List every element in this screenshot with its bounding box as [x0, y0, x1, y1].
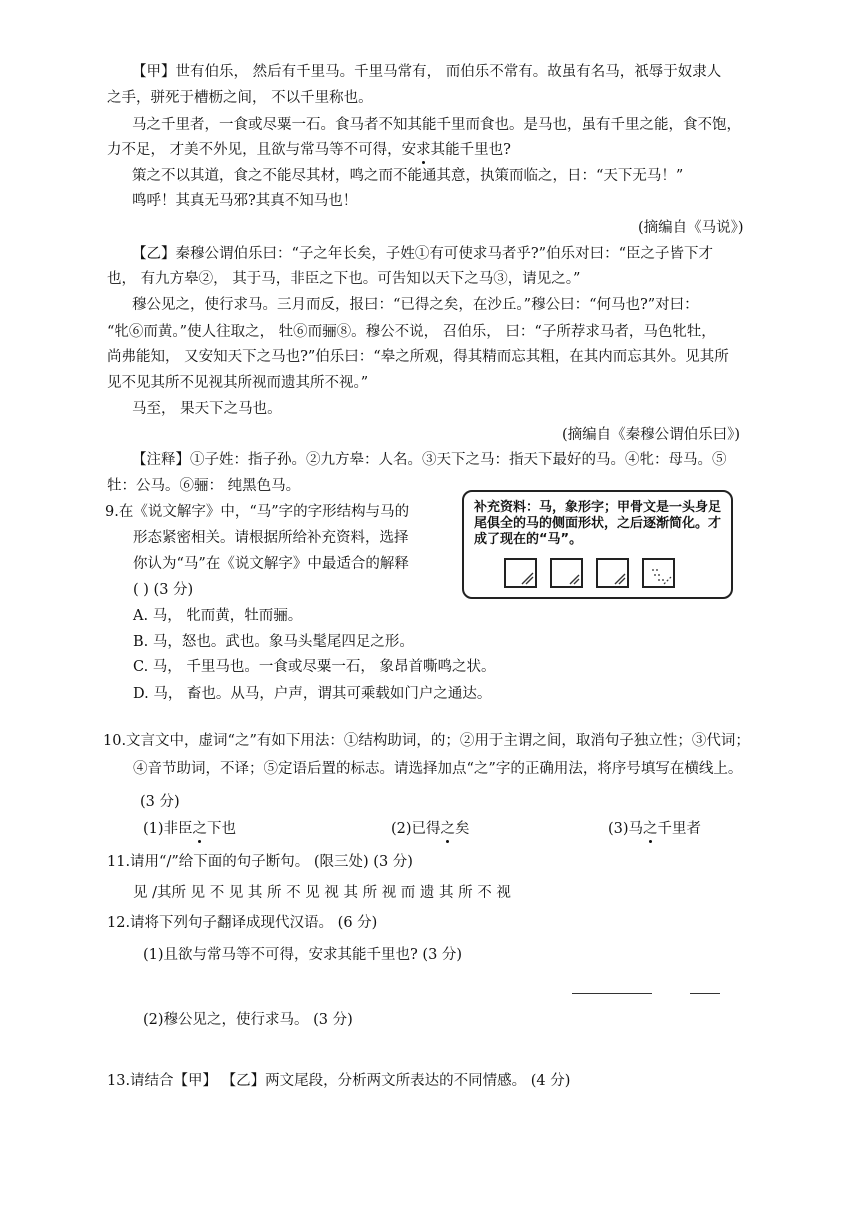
- q13-line: 13.请结合【甲】 【乙】两文尾段，分析两文所表达的不同情感。 (4 分): [107, 1073, 571, 1089]
- glyph-frame: [596, 558, 629, 588]
- q9-option-d[interactable]: D. 马， 畜也。从马，户声，谓其可乘载如门户之通达。: [133, 686, 492, 702]
- q10-line: 10.文言文中，虚词“之”有如下用法：①结构助词，的；②用于主谓之间，取消句子独立性；③代词；: [103, 733, 750, 749]
- passage-b-line: 尚弗能知， 又安知天下之马也?”伯乐曰：“皋之所观，得其精而忘其粗，在其内而忘其外。见其所: [107, 349, 729, 365]
- answer-blank-line[interactable]: [572, 993, 652, 994]
- emphasis-dot-char: 求: [416, 142, 431, 158]
- passage-a-text: 力不足， 才美不外见，且欲与常马等不可得，安: [107, 142, 417, 158]
- glyph-frame: [504, 558, 537, 588]
- q9-line: 形态紧密相关。请根据所给补充资料，选择: [133, 530, 409, 546]
- source-citation: (摘编自《秦穆公谓伯乐曰》): [562, 427, 741, 443]
- emphasis-dot-char: 之: [643, 821, 658, 837]
- notes-line: 【注释】①子姓：指子孙。②九方皋：人名。③天下之马：指天下最好的马。④牝：母马。⑤: [132, 452, 727, 468]
- q12-line: 12.请将下列句子翻译成现代汉语。 (6 分): [107, 915, 378, 931]
- q11-line: 11.请用“/”给下面的句子断句。 (限三处) (3 分): [107, 854, 413, 870]
- q9-option-a[interactable]: A. 马， 牝而黄，牡而骊。: [133, 608, 303, 624]
- passage-b-line: 穆公见之，使行求马。三月而反，报曰：“已得之矣，在沙丘。”穆公曰：“何马也?”对曰：: [132, 297, 699, 313]
- notes-line: 牡：公马。⑥骊： 纯黑色马。: [107, 478, 301, 494]
- passage-b-line: 也， 有九方皋②， 其于马，非臣之下也。可吿知以天下之马③，请见之。”: [107, 271, 581, 287]
- answer-blank-line[interactable]: [690, 993, 720, 994]
- passage-b-line: “牝⑥而黄。”使人往取之， 牡⑥而骊⑧。穆公不说， 召伯乐， 曰：“子所荐求马者，马色牝牡，: [107, 324, 716, 340]
- glyph-frame: [550, 558, 583, 588]
- q10-line: ④音节助词，不译；⑤定语后置的标志。请选择加点“之”字的正确用法，将序号填写在横线上。: [133, 761, 743, 777]
- supplement-text: 补充资料：马，象形字；甲骨文是一头身足尾俱全的马的侧面形状，之后逐渐简化。才成了现在的“马”。: [474, 500, 722, 547]
- passage-a-line: 鸣呼！其真无马邪?其真不知马也！: [132, 193, 358, 209]
- q10-item-text: (2)已得: [391, 821, 441, 837]
- q12-item-1: (1)且欲与常马等不可得，安求其能千里也? (3 分): [143, 947, 463, 963]
- supplement-box: [462, 490, 733, 599]
- q10-item-text: 矣: [455, 821, 470, 837]
- passage-b-line: 【乙】秦穆公谓伯乐曰：“子之年长矣，子姓①有可使求马者乎?”伯乐对曰：“臣之子皆下才: [132, 246, 714, 262]
- q9-line: 你认为“马”在《说文解字》中最适合的解释: [133, 556, 409, 572]
- emphasis-dot-char: 之: [192, 821, 208, 837]
- passage-a-line: 策之不以其道，食之不能尽其材，鸣之而不能通其意，执策而临之，日：“天下无马！”: [132, 168, 684, 184]
- q9-line: 9.在《说文解字》中，“马”字的字形结构与马的: [105, 504, 410, 520]
- emphasis-dot-char: 之: [440, 821, 456, 837]
- modern-glyph-icon: [644, 560, 673, 586]
- q10-item-3[interactable]: [608, 819, 701, 839]
- passage-a-line: 之手，骈死于槽枥之间， 不以千里称也。: [107, 90, 373, 106]
- source-citation: (摘编自《马说》): [638, 220, 744, 236]
- passage-a-line: 【甲】世有伯乐， 然后有千里马。千里马常有， 而伯乐不常有。故虽有名马，祇辱于奴隶人: [132, 64, 722, 80]
- passage-b-line: 马至， 果天下之马也。: [132, 401, 282, 417]
- oracle-glyph-icon: [506, 560, 535, 586]
- q10-item-text: (1)非臣: [143, 821, 193, 837]
- passage-a-text: 其能千里也?: [430, 142, 511, 158]
- q12-item-2: (2)穆公见之，使行求马。 (3 分): [143, 1012, 353, 1028]
- q10-item-1[interactable]: [143, 819, 236, 839]
- q10-line: (3 分): [140, 794, 180, 810]
- q10-item-text: (3)马: [608, 821, 644, 837]
- q10-item-text: 千里者: [657, 821, 702, 837]
- q9-answer-bracket[interactable]: ( ) (3 分): [133, 582, 194, 598]
- q9-option-c[interactable]: C. 马， 千里马也。一食或尽粟一石， 象昂首嘶鸣之状。: [133, 659, 496, 675]
- bronze-glyph-icon: [552, 560, 581, 586]
- q9-option-b[interactable]: B. 马，怒也。武也。象马头髦尾四足之形。: [133, 634, 414, 650]
- glyph-frame: [642, 558, 675, 588]
- q11-sentence[interactable]: 见 /其所 见 不 见 其 所 不 见 视 其 所 视 而 遗 其 所 不 视: [133, 885, 511, 901]
- passage-a-line: 马之千里者，一食或尽粟一石。食马者不知其能千里而食也。是马也，虽有千里之能，食不饱，: [132, 117, 741, 133]
- seal-glyph-icon: [598, 560, 627, 586]
- q10-item-text: 下也: [207, 821, 237, 837]
- q10-item-2[interactable]: [391, 819, 470, 839]
- passage-a-line: [107, 140, 511, 160]
- passage-b-line: 见不见其所不见视其所视而遗其所不视。”: [107, 375, 369, 391]
